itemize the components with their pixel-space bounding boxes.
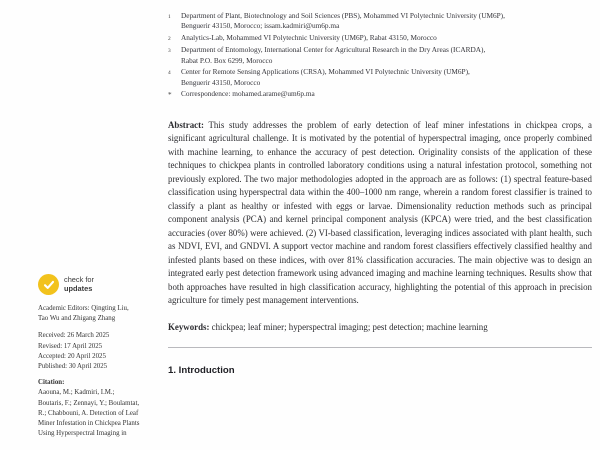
- date-published: Published: 30 April 2025: [38, 363, 108, 371]
- affiliation-item: [168, 45, 592, 66]
- date-revised: Revised: 17 April 2025: [38, 342, 103, 350]
- check-for-updates-label: [64, 276, 94, 293]
- citation-line-1: Aaouna, M.; Kadmiri, I.M.;: [38, 389, 115, 397]
- affiliation-line: Benguerir 43150, Morocco; issam.kadmiri@um6p.ma: [181, 21, 340, 31]
- abstract-label: Abstract:: [168, 119, 204, 130]
- academic-editors-line-1: Academic Editors: Qingting Liu,: [38, 305, 129, 312]
- affiliation-line: Department of Entomology, International Center for Agricultural Research in the Dry Areas (ICARDA),: [181, 45, 486, 55]
- date-accepted: Accepted: 20 April 2025: [38, 352, 106, 360]
- affiliation-item: [168, 33, 592, 44]
- citation-line-3: R.; Chabbouni, A. Detection of Leaf: [38, 409, 139, 417]
- section-heading-introduction: 1. Introduction: [168, 365, 235, 377]
- affiliation-item: [168, 11, 592, 32]
- citation-label: [38, 378, 154, 388]
- check-for-updates-badge[interactable]: [38, 274, 154, 295]
- keywords-text: chickpea; leaf miner; hyperspectral imaging; pest detection; machine learning: [209, 321, 488, 332]
- affiliation-text: [181, 33, 592, 44]
- affiliation-marker: *: [168, 90, 172, 99]
- affiliation-text: [181, 89, 592, 100]
- article-metadata-sidebar: [38, 274, 154, 446]
- affiliation-line: Analytics-Lab, Mohammed VI Polytechnic University (UM6P), Rabat 43150, Morocco: [181, 33, 437, 42]
- badge-line-1: check for: [64, 274, 94, 284]
- affiliation-marker: 4: [168, 69, 171, 76]
- academic-editors-line-2: Tao Wu and Zhigang Zhang: [38, 315, 116, 323]
- affiliation-line: Center for Remote Sensing Applications (CRSA), Mohammed VI Polytechnic University (UM6P),: [181, 67, 470, 77]
- affiliations-list: [168, 11, 592, 100]
- citation-label-text: Citation:: [38, 379, 65, 387]
- affiliation-text: [181, 11, 592, 32]
- affiliation-line: Benguerir 43150, Morocco: [181, 77, 261, 87]
- keywords-line: [168, 321, 592, 335]
- citation-line-5: Using Hyperspectral Imaging in: [38, 430, 127, 438]
- affiliation-marker: 3: [168, 47, 171, 54]
- academic-editors: [38, 304, 154, 324]
- abstract-text: This study addresses the problem of early detection of leaf miner infestations in chickpea crops, a significant agricultural challenge. It is motivated by the potential of hyperspectral imaging, once properly combined with machine learning, to enhance the accuracy of pest detection. Originality consists of the application of these techniques to chickpea plants in controlled laboratory conditions using a natural infestation protocol, something not previously explored. The two major methodologies adopted in the approach are as follows: (1) spectral feature-based classification using hyperspectral data within the 400–1000 nm range, wherein a random forest classifier is trained to classify a plant as healthy or infested with eggs or larvae. Dimensionality reduction methods such as principal component analysis (PCA) and kernel principal component analysis (KPCA) were tried, and the best classification accuracies (over 80%) were achieved. (2) VI-based classification, leveraging indices associated with plant health, such as NDVI, EVI, and GNDVI. A support vector machine and random forest classifiers effectively classified healthy and infested plants based on these indices, with over 81% classification accuracies. The main objective was to design an integrated early pest detection framework using advanced imaging and machine learning techniques. Results show that both approaches have resulted in high classification accuracy, highlighting the potential of this approach in precision agriculture for timely pest management interventions.: [168, 119, 592, 306]
- affiliation-text: [181, 45, 592, 66]
- abstract-paragraph: [168, 119, 592, 308]
- affiliation-line: Department of Plant, Biotechnology and Soil Sciences (PBS), Mohammed VI Polytechnic University (UM6P),: [181, 11, 505, 20]
- affiliation-item: [168, 89, 592, 100]
- article-history: [38, 331, 154, 372]
- citation-line-2: Boutaris, F.; Zennayi, Y.; Boulamtat,: [38, 399, 140, 407]
- affiliation-marker: 2: [168, 35, 171, 42]
- affiliation-item: [168, 67, 592, 88]
- affiliation-line: Correspondence: mohamed.arame@um6p.ma: [181, 89, 315, 99]
- main-column: [168, 0, 592, 376]
- check-circle-icon: [38, 274, 59, 295]
- citation-block: [38, 378, 154, 439]
- section-divider: [168, 347, 592, 348]
- keywords-label: Keywords:: [168, 321, 210, 332]
- affiliation-marker: 1: [168, 13, 171, 20]
- badge-line-2: updates: [64, 283, 93, 293]
- date-received: Received: 26 March 2025: [38, 332, 110, 340]
- affiliation-text: [181, 67, 592, 88]
- citation-line-4: Miner Infestation in Chickpea Plants: [38, 420, 140, 428]
- affiliation-line: Rabat P.O. Box 6299, Morocco: [181, 55, 273, 65]
